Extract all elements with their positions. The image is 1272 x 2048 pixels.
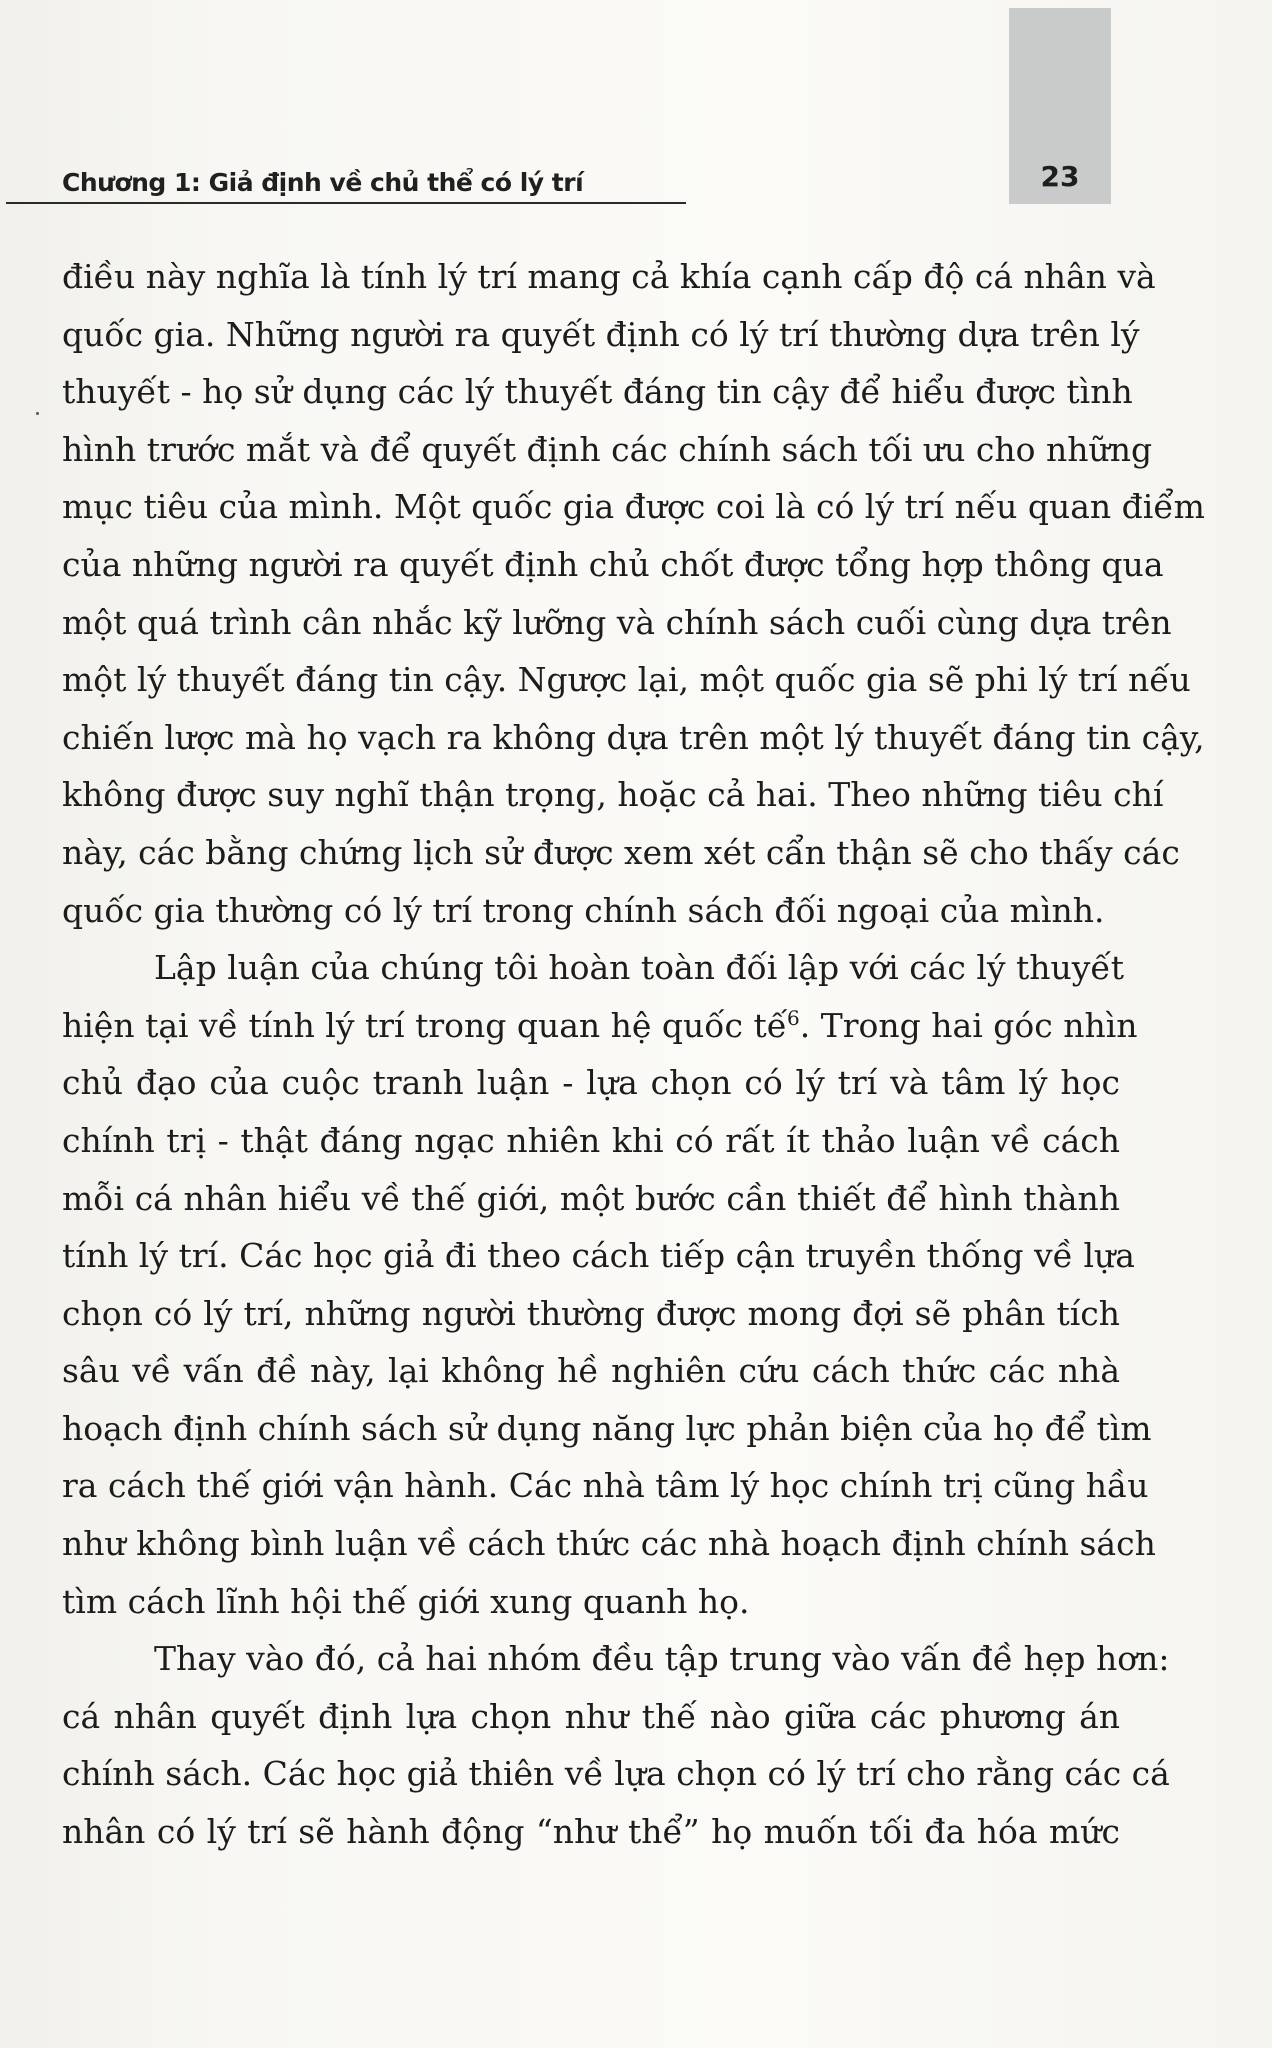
text-line-with-footnote (62, 997, 1138, 1055)
text-line: hình trước mắt và để quyết định các chính sách tối ưu cho những (62, 429, 1153, 469)
text-line: này, các bằng chứng lịch sử được xem xét cẩn thận sẽ cho thấy các (62, 832, 1180, 872)
text-segment: hiện tại về tính lý trí trong quan hệ quốc tế (62, 1005, 788, 1045)
chapter-title: Chương 1: Giả định về chủ thể có lý trí (62, 168, 584, 197)
paragraph-start-line: Thay vào đó, cả hai nhóm đều tập trung vào vấn đề hẹp hơn: (154, 1639, 1170, 1679)
running-header (6, 160, 686, 204)
page-speck (36, 412, 39, 415)
text-line: hoạch định chính sách sử dụng năng lực phản biện của họ để tìm (62, 1408, 1152, 1448)
text-segment: . Trong hai góc nhìn (799, 1005, 1138, 1045)
text-line: một lý thuyết đáng tin cậy. Ngược lại, một quốc gia sẽ phi lý trí nếu (62, 660, 1191, 700)
text-line: quốc gia. Những người ra quyết định có lý trí thường dựa trên lý (62, 314, 1140, 354)
paragraph-end-line: tìm cách lĩnh hội thế giới xung quanh họ. (62, 1581, 750, 1621)
text-line: nhân có lý trí sẽ hành động “như thể” họ muốn tối đa hóa mức (62, 1812, 1120, 1852)
text-line: chính sách. Các học giả thiên về lựa chọn có lý trí cho rằng các cá (62, 1754, 1170, 1794)
text-line: chọn có lý trí, những người thường được mong đợi sẽ phân tích (62, 1293, 1120, 1333)
text-line: chủ đạo của cuộc tranh luận - lựa chọn có lý trí và tâm lý học (62, 1063, 1120, 1103)
text-line: điều này nghĩa là tính lý trí mang cả khía cạnh cấp độ cá nhân và (62, 257, 1156, 296)
text-line: tính lý trí. Các học giả đi theo cách tiếp cận truyền thống về lựa (62, 1236, 1135, 1276)
text-line: chính trị - thật đáng ngạc nhiên khi có rất ít thảo luận về cách (62, 1120, 1120, 1160)
text-line: thuyết - họ sử dụng các lý thuyết đáng tin cậy để hiểu được tình (62, 372, 1133, 412)
paragraph-end-line: quốc gia thường có lý trí trong chính sách đối ngoại của mình. (62, 890, 1105, 930)
text-line: mỗi cá nhân hiểu về thế giới, một bước cần thiết để hình thành (62, 1178, 1120, 1218)
text-line: chiến lược mà họ vạch ra không dựa trên một lý thuyết đáng tin cậy, (62, 717, 1205, 757)
text-line: không được suy nghĩ thận trọng, hoặc cả hai. Theo những tiêu chí (62, 775, 1164, 815)
footnote-reference[interactable]: 6 (787, 1005, 800, 1030)
text-line: của những người ra quyết định chủ chốt được tổng hợp thông qua (62, 544, 1164, 584)
text-line: cá nhân quyết định lựa chọn như thế nào giữa các phương án (62, 1696, 1120, 1736)
text-line: mục tiêu của mình. Một quốc gia được coi là có lý trí nếu quan điểm (62, 487, 1205, 527)
page-number: 23 (1040, 160, 1080, 193)
text-line: như không bình luận về cách thức các nhà hoạch định chính sách (62, 1524, 1156, 1564)
paragraph-start-line: Lập luận của chúng tôi hoàn toàn đối lập với các lý thuyết (154, 948, 1124, 988)
text-line: ra cách thế giới vận hành. Các nhà tâm lý học chính trị cũng hầu (62, 1466, 1149, 1506)
text-line: một quá trình cân nhắc kỹ lưỡng và chính sách cuối cùng dựa trên (62, 602, 1172, 642)
body-text (62, 248, 1205, 1861)
text-line: sâu về vấn đề này, lại không hề nghiên cứu cách thức các nhà (62, 1351, 1120, 1391)
